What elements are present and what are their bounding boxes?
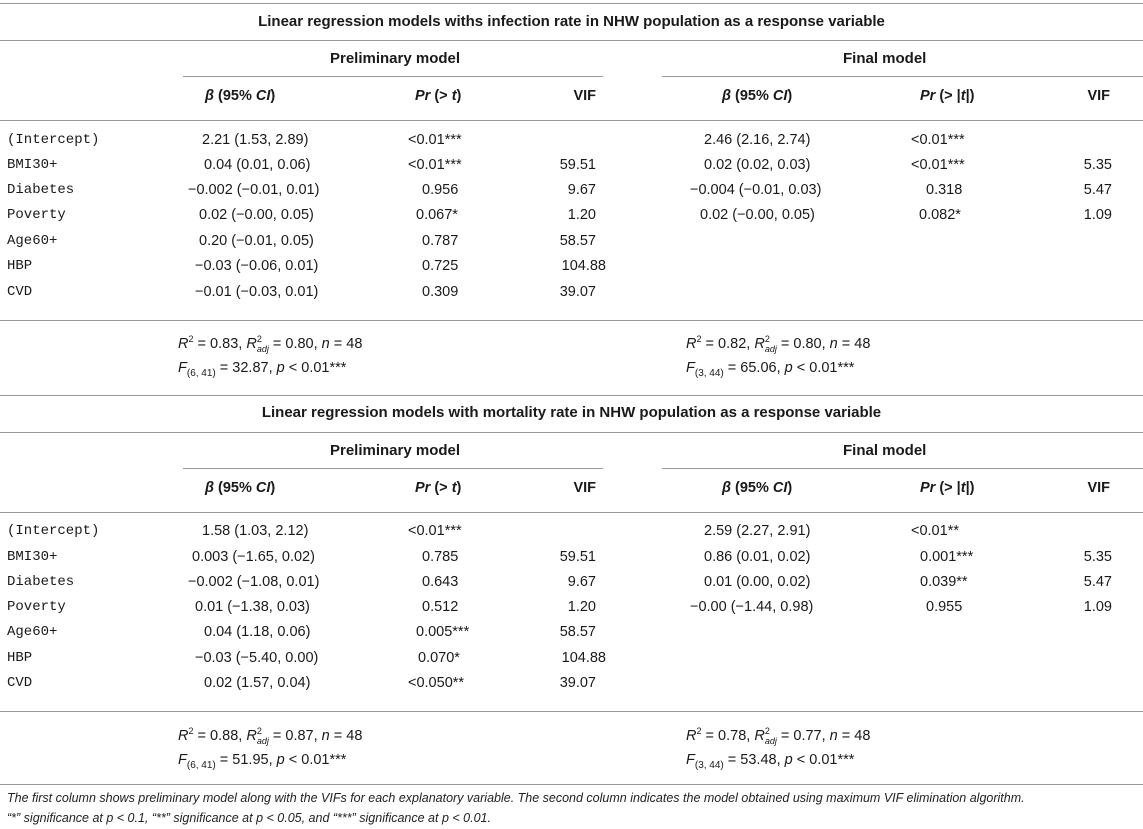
p-value: 0.512 xyxy=(422,599,459,615)
section-1-final-title: Final model xyxy=(843,50,927,67)
beta-value: 2.46 (2.16, 2.74) xyxy=(704,132,811,148)
vif-value: 58.57 xyxy=(559,624,596,640)
beta-value: −0.002 (−1.08, 0.01) xyxy=(188,574,320,590)
vif-value: 39.07 xyxy=(559,284,596,300)
p-value: 0.039** xyxy=(920,574,968,590)
section-2-final-title: Final model xyxy=(843,442,927,459)
beta-value: 0.04 (1.18, 0.06) xyxy=(204,624,311,640)
rule xyxy=(0,711,1143,712)
header-pr: Pr (> t) xyxy=(415,480,462,496)
fit-stats-r2: $R^2 = 0.88$, $R^2_{adj} = 0.87$, n = 48 xyxy=(178,726,363,746)
vif-value: 5.35 xyxy=(1083,549,1112,565)
rule-bottom xyxy=(0,784,1143,785)
beta-value: −0.03 (−0.06, 0.01) xyxy=(195,258,319,274)
p-value: <0.01*** xyxy=(408,157,462,173)
p-value: <0.01*** xyxy=(408,132,462,148)
vif-value: 5.47 xyxy=(1083,182,1112,198)
vif-value: 9.67 xyxy=(567,574,596,590)
footnote-line-1: The first column shows preliminary model along with the VIFs for each explanatory variable. The second column indicates the model obtained using maximum VIF elimination algorithm. xyxy=(7,791,1025,805)
p-value: <0.01** xyxy=(911,523,959,539)
rule xyxy=(0,40,1143,41)
beta-value: 1.58 (1.03, 2.12) xyxy=(202,523,309,539)
variable-name: Diabetes xyxy=(7,182,75,198)
section-1-preliminary-title: Preliminary model xyxy=(330,50,461,67)
variable-name: Poverty xyxy=(7,599,66,615)
beta-value: 0.20 (−0.01, 0.05) xyxy=(199,233,314,249)
vif-value: 9.67 xyxy=(567,182,596,198)
variable-name: Age60+ xyxy=(7,233,58,249)
fit-stats-f: $F_{(6, 41)} = 32.87$, p < 0.01*** xyxy=(178,360,347,379)
p-value: 0.725 xyxy=(422,258,459,274)
variable-name: HBP xyxy=(7,650,33,666)
header-beta: β (95% CI) xyxy=(205,480,276,496)
variable-name: BMI30+ xyxy=(7,157,58,173)
header-beta: β (95% CI) xyxy=(205,88,276,104)
p-value: 0.001*** xyxy=(920,549,974,565)
beta-value: 0.02 (−0.00, 0.05) xyxy=(700,207,815,223)
p-value: 0.955 xyxy=(926,599,963,615)
variable-name: HBP xyxy=(7,258,33,274)
section-1-title: Linear regression models withs infection rate in NHW population as a response variable xyxy=(258,13,885,30)
p-value: <0.01*** xyxy=(408,523,462,539)
header-pr: Pr (> |t|) xyxy=(920,480,975,496)
header-pr: Pr (> t) xyxy=(415,88,462,104)
header-vif: VIF xyxy=(573,480,596,496)
beta-value: 2.21 (1.53, 2.89) xyxy=(202,132,309,148)
variable-name: Age60+ xyxy=(7,624,58,640)
beta-value: 0.04 (0.01, 0.06) xyxy=(204,157,311,173)
vif-value: 1.09 xyxy=(1083,207,1112,223)
vif-value: 59.51 xyxy=(559,157,596,173)
fit-stats-r2: $R^2 = 0.82$, $R^2_{adj} = 0.80$, n = 48 xyxy=(686,334,871,354)
vif-value: 1.20 xyxy=(567,599,596,615)
p-value: 0.643 xyxy=(422,574,459,590)
beta-value: 0.01 (0.00, 0.02) xyxy=(704,574,811,590)
vif-value: 58.57 xyxy=(559,233,596,249)
p-value: <0.01*** xyxy=(911,132,965,148)
p-value: 0.070* xyxy=(418,650,460,666)
section-2-title: Linear regression models with mortality rate in NHW population as a response variable xyxy=(261,404,882,421)
beta-value: −0.002 (−0.01, 0.01) xyxy=(188,182,320,198)
p-value: 0.956 xyxy=(422,182,459,198)
header-vif: VIF xyxy=(573,88,596,104)
rule xyxy=(0,432,1143,433)
beta-value: 0.02 (−0.00, 0.05) xyxy=(199,207,314,223)
fit-stats-r2: $R^2 = 0.78$, $R^2_{adj} = 0.77$, n = 48 xyxy=(686,726,871,746)
p-value: 0.067* xyxy=(416,207,458,223)
header-beta: β (95% CI) xyxy=(722,480,793,496)
p-value: 0.787 xyxy=(422,233,459,249)
fit-stats-f: $F_{(6, 41)} = 51.95$, p < 0.01*** xyxy=(178,752,347,771)
vif-value: 104.88 xyxy=(561,258,606,274)
beta-value: 0.003 (−1.65, 0.02) xyxy=(192,549,315,565)
header-pr: Pr (> |t|) xyxy=(920,88,975,104)
variable-name: Poverty xyxy=(7,207,66,223)
p-value: 0.082* xyxy=(919,207,961,223)
p-value: 0.005*** xyxy=(416,624,470,640)
beta-value: 0.02 (0.02, 0.03) xyxy=(704,157,811,173)
p-value: 0.318 xyxy=(926,182,963,198)
rule-top xyxy=(0,3,1143,4)
p-value: <0.050** xyxy=(408,675,465,691)
beta-value: 2.59 (2.27, 2.91) xyxy=(704,523,811,539)
footnote-line-2: “*” significance at p < 0.1, “**” significance at p < 0.05, and “***” significance at p < 0.01. xyxy=(7,811,491,825)
p-value: 0.309 xyxy=(422,284,459,300)
rule xyxy=(662,76,1143,77)
beta-value: −0.00 (−1.44, 0.98) xyxy=(690,599,814,615)
fit-stats-r2: $R^2 = 0.83$, $R^2_{adj} = 0.80$, n = 48 xyxy=(178,334,363,354)
vif-value: 5.47 xyxy=(1083,574,1112,590)
variable-name: CVD xyxy=(7,675,33,691)
header-vif: VIF xyxy=(1087,88,1110,104)
p-value: <0.01*** xyxy=(911,157,965,173)
vif-value: 104.88 xyxy=(561,650,606,666)
beta-value: 0.86 (0.01, 0.02) xyxy=(704,549,811,565)
beta-value: 0.02 (1.57, 0.04) xyxy=(204,675,311,691)
p-value: 0.785 xyxy=(422,549,459,565)
section-2-preliminary-title: Preliminary model xyxy=(330,442,461,459)
rule xyxy=(0,320,1143,321)
footnote xyxy=(7,788,1137,828)
variable-name: Diabetes xyxy=(7,574,75,590)
variable-name: BMI30+ xyxy=(7,549,58,565)
fit-stats-f: $F_{(3, 44)} = 65.06$, p < 0.01*** xyxy=(686,360,855,379)
beta-value: −0.01 (−0.03, 0.01) xyxy=(195,284,319,300)
variable-name: (Intercept) xyxy=(7,523,100,539)
vif-value: 1.20 xyxy=(567,207,596,223)
variable-name: (Intercept) xyxy=(7,132,100,148)
variable-name: CVD xyxy=(7,284,33,300)
rule xyxy=(183,468,603,469)
vif-value: 5.35 xyxy=(1083,157,1112,173)
vif-value: 59.51 xyxy=(559,549,596,565)
beta-value: −0.03 (−5.40, 0.00) xyxy=(195,650,319,666)
beta-value: −0.004 (−0.01, 0.03) xyxy=(690,182,822,198)
rule xyxy=(0,120,1143,121)
vif-value: 39.07 xyxy=(559,675,596,691)
rule xyxy=(662,468,1143,469)
header-vif: VIF xyxy=(1087,480,1110,496)
beta-value: 0.01 (−1.38, 0.03) xyxy=(195,599,310,615)
fit-stats-f: $F_{(3, 44)} = 53.48$, p < 0.01*** xyxy=(686,752,855,771)
vif-value: 1.09 xyxy=(1083,599,1112,615)
rule xyxy=(0,512,1143,513)
rule xyxy=(183,76,603,77)
header-beta: β (95% CI) xyxy=(722,88,793,104)
rule xyxy=(0,395,1143,396)
